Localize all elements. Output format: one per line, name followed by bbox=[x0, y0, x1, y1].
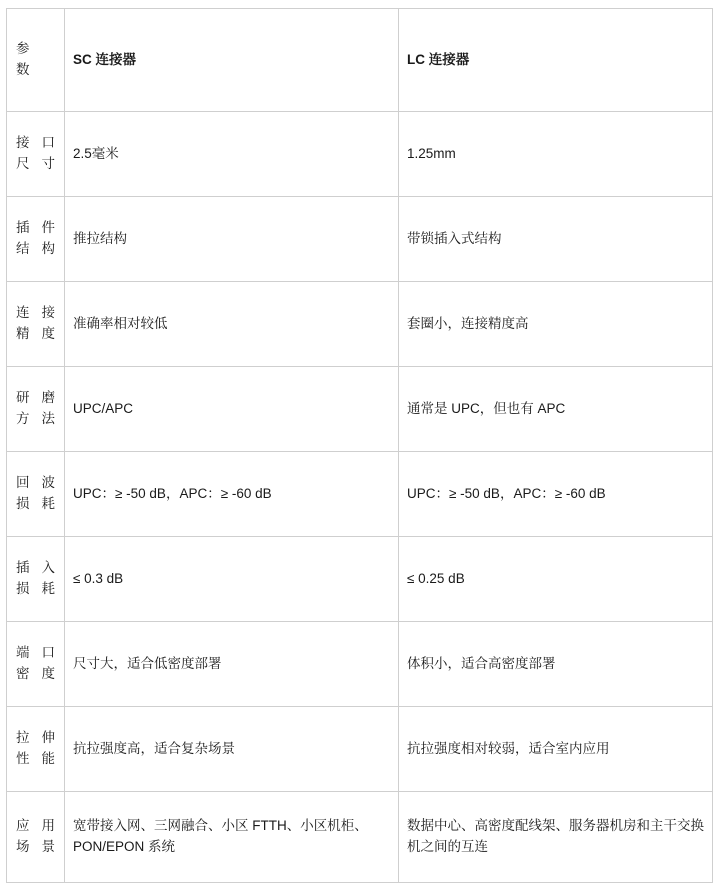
row-param-line-2: 场景 bbox=[16, 839, 55, 854]
row-sc-cell: 宽带接入网、三网融合、小区 FTTH、小区机柜、PON/EPON 系统 bbox=[65, 792, 399, 883]
row-param-line-1: 应 用 bbox=[16, 818, 55, 834]
row-lc-cell: 抗拉强度相对较弱，适合室内应用 bbox=[399, 707, 713, 792]
row-param-line-1: 研 磨 bbox=[16, 390, 55, 406]
row-lc-cell: UPC：≥ -50 dB，APC：≥ -60 dB bbox=[399, 452, 713, 537]
row-lc-cell: 1.25mm bbox=[399, 112, 713, 197]
row-param-line-2: 方法 bbox=[16, 411, 55, 426]
row-param-cell bbox=[7, 452, 65, 537]
row-lc-cell: 体积小，适合高密度部署 bbox=[399, 622, 713, 707]
row-lc-cell: 通常是 UPC，但也有 APC bbox=[399, 367, 713, 452]
table-row bbox=[7, 112, 713, 197]
row-param-line-1: 插 件 bbox=[16, 220, 55, 236]
table-row bbox=[7, 707, 713, 792]
row-param-line-2: 损耗 bbox=[16, 581, 55, 596]
row-param-line-1: 插 入 bbox=[16, 560, 55, 576]
row-param-cell bbox=[7, 282, 65, 367]
row-sc-cell: 抗拉强度高，适合复杂场景 bbox=[65, 707, 399, 792]
row-param-line-1: 回 波 bbox=[16, 475, 55, 491]
row-param-line-2: 性能 bbox=[16, 751, 55, 766]
row-param-line-1: 接 口 bbox=[16, 135, 55, 151]
row-param-line-1: 连 接 bbox=[16, 305, 55, 321]
table-row bbox=[7, 792, 713, 883]
header-param-line-2: 数 bbox=[16, 62, 30, 77]
row-sc-cell: UPC/APC bbox=[65, 367, 399, 452]
table-row bbox=[7, 537, 713, 622]
row-lc-cell: 套圈小，连接精度高 bbox=[399, 282, 713, 367]
row-param-line-1: 拉 伸 bbox=[16, 730, 55, 746]
row-param-cell bbox=[7, 707, 65, 792]
table-row bbox=[7, 452, 713, 537]
row-param-line-2: 密度 bbox=[16, 666, 55, 681]
row-param-line-2: 精度 bbox=[16, 326, 55, 341]
row-sc-cell: ≤ 0.3 dB bbox=[65, 537, 399, 622]
row-param-line-2: 结构 bbox=[16, 241, 55, 256]
table-row bbox=[7, 367, 713, 452]
table-row bbox=[7, 197, 713, 282]
header-sc-cell: SC 连接器 bbox=[65, 9, 399, 112]
row-param-cell bbox=[7, 537, 65, 622]
header-param-line-1: 参 bbox=[16, 41, 30, 57]
table-row bbox=[7, 282, 713, 367]
row-sc-cell: 尺寸大，适合低密度部署 bbox=[65, 622, 399, 707]
row-param-cell bbox=[7, 367, 65, 452]
row-sc-cell: 准确率相对较低 bbox=[65, 282, 399, 367]
header-lc-cell: LC 连接器 bbox=[399, 9, 713, 112]
row-param-cell bbox=[7, 197, 65, 282]
row-param-cell bbox=[7, 622, 65, 707]
row-param-line-2: 尺寸 bbox=[16, 156, 55, 171]
row-sc-cell: 2.5毫米 bbox=[65, 112, 399, 197]
row-param-line-1: 端 口 bbox=[16, 645, 55, 661]
row-param-cell bbox=[7, 112, 65, 197]
sc-lc-comparison-table bbox=[6, 8, 713, 883]
row-param-cell bbox=[7, 792, 65, 883]
row-sc-cell: 推拉结构 bbox=[65, 197, 399, 282]
row-lc-cell: 数据中心、高密度配线架、服务器机房和主干交换机之间的互连 bbox=[399, 792, 713, 883]
table-row bbox=[7, 622, 713, 707]
row-lc-cell: ≤ 0.25 dB bbox=[399, 537, 713, 622]
table-header-row bbox=[7, 9, 713, 112]
row-sc-cell: UPC：≥ -50 dB，APC：≥ -60 dB bbox=[65, 452, 399, 537]
row-param-line-2: 损耗 bbox=[16, 496, 55, 511]
header-param-cell bbox=[7, 9, 65, 112]
row-lc-cell: 带锁插入式结构 bbox=[399, 197, 713, 282]
